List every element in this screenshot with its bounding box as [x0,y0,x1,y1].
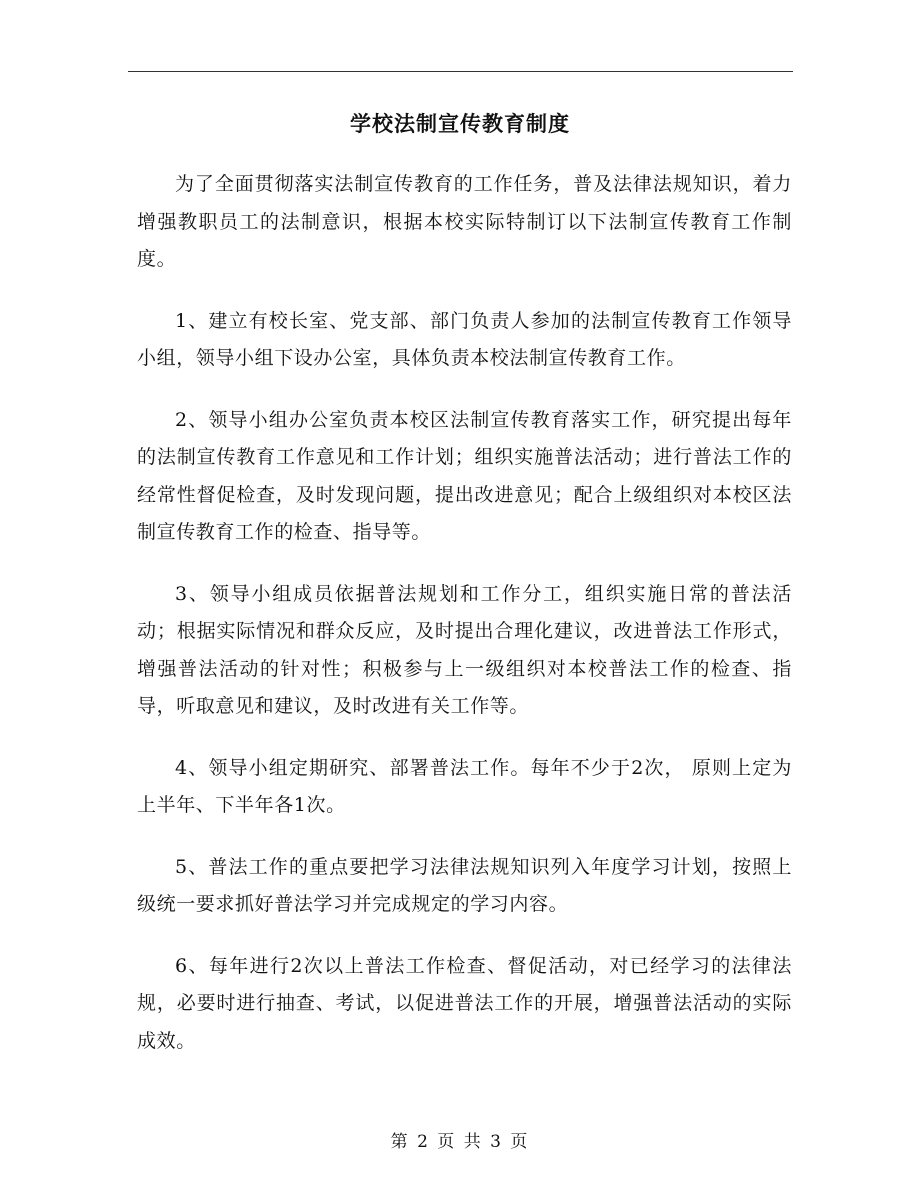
document-body [137,166,792,1084]
paragraph-item-2: 2、领导小组办公室负责本校区法制宣传教育落实工作，研究提出每年的法制宣传教育工作意见和工作计划；组织实施普法活动；进行普法工作的经常性督促检查，及时发现问题，提出改进意见；配合上级组织对本校区法制宣传教育工作的检查、指导等。 [137,408,792,543]
page-number: 第 2 页 共 3 页 [390,1132,530,1152]
paragraph-item-4: 4、领导小组定期研究、部署普法工作。每年不少于2次， 原则上定为上半年、下半年各1次。 [137,756,792,816]
paragraph-item-1: 1、建立有校长室、党支部、部门负责人参加的法制宣传教育工作领导小组，领导小组下设办公室，具体负责本校法制宣传教育工作。 [137,309,792,369]
paragraph-intro: 为了全面贯彻落实法制宣传教育的工作任务，普及法律法规知识，着力增强教职员工的法制意识，根据本校实际特制订以下法制宣传教育工作制度。 [137,173,792,270]
paragraph-item-6: 6、每年进行2次以上普法工作检查、督促活动，对已经学习的法律法规，必要时进行抽查、考试，以促进普法工作的开展，增强普法活动的实际成效。 [137,954,792,1052]
paragraph-item-3: 3、领导小组成员依据普法规划和工作分工，组织实施日常的普法活动；根据实际情况和群众反应，及时提出合理化建议，改进普法工作形式，增强普法活动的针对性；积极参与上一级组织对本校普法工作的检查、指导，听取意见和建议，及时改进有关工作等。 [137,582,792,717]
paragraph-item-5: 5、普法工作的重点要把学习法律法规知识列入年度学习计划，按照上级统一要求抓好普法学习并完成规定的学习内容。 [137,855,792,915]
header-rule [128,71,793,72]
document-title: 学校法制宣传教育制度 [350,111,570,136]
